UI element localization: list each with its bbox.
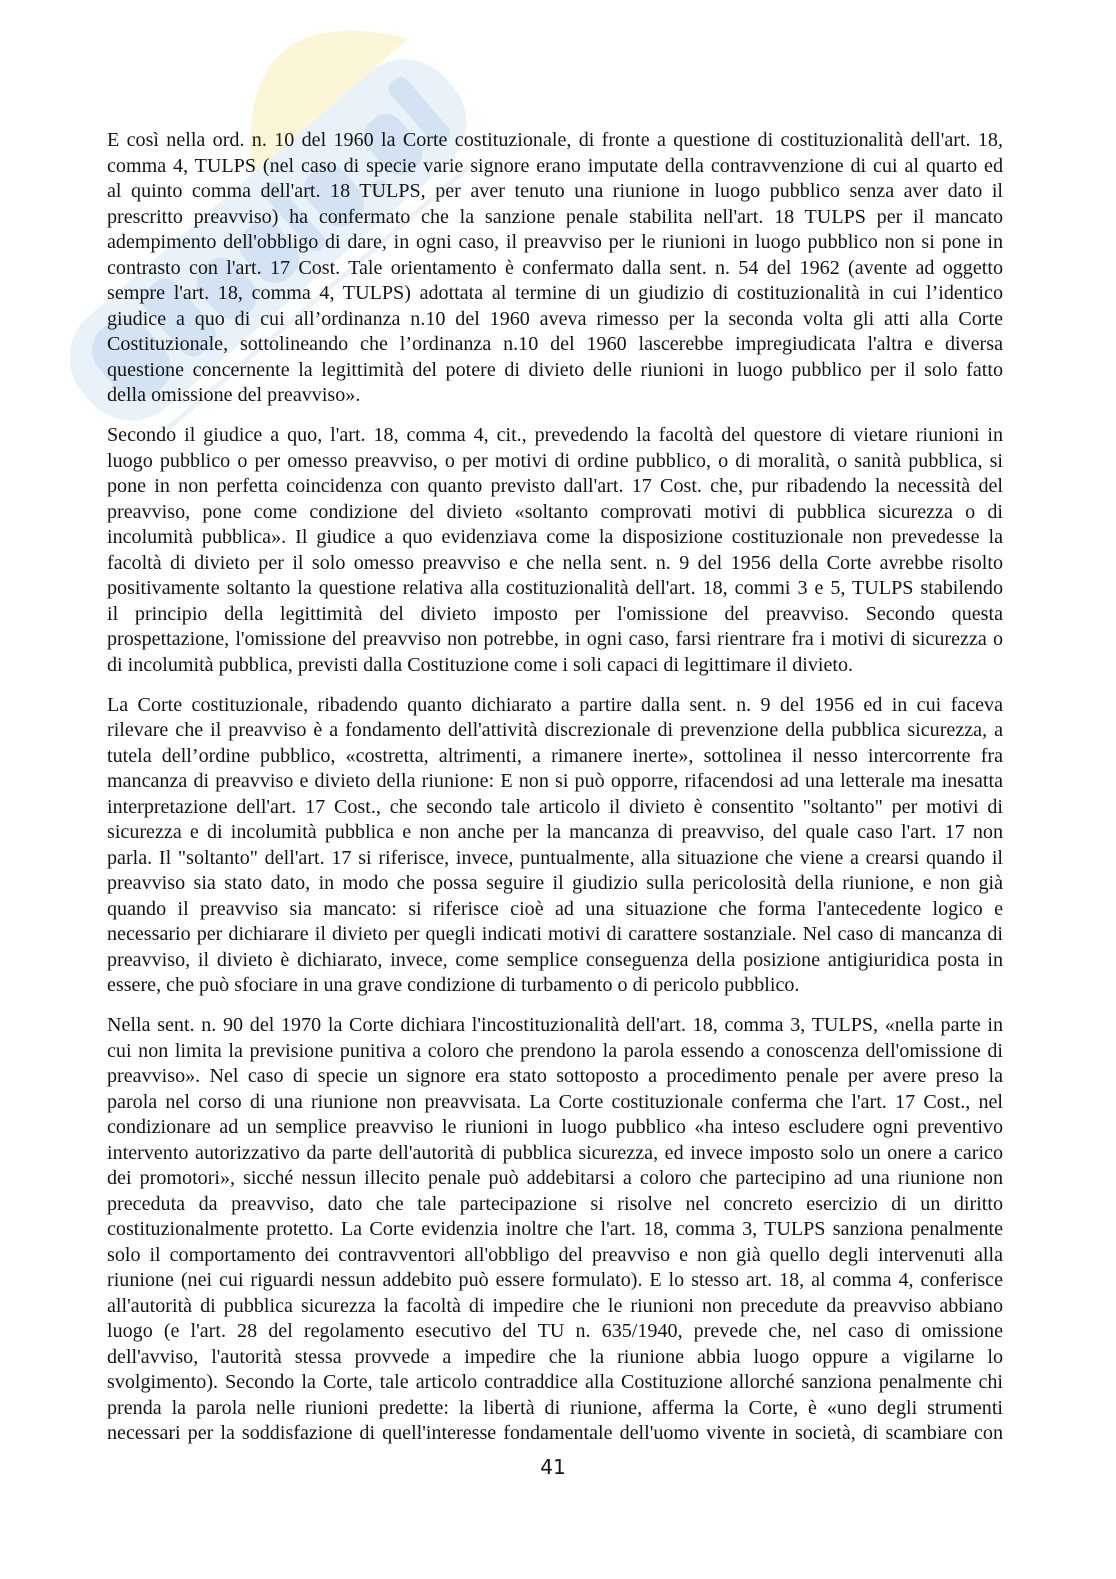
text-line: parla. Il "soltanto" dell'art. 17 si riferisce, invece, puntualmente, alla situazione che viene a crearsi quando il xyxy=(107,846,1003,869)
text-line: necessario per dichiarare il divieto per quegli indicati motivi di carattere sostanziale. Nel caso di mancanza di xyxy=(107,923,1003,945)
text-line: preceduta da preavviso, dato che tale partecipazione si risolve nel concreto esercizio di un diritto xyxy=(107,1192,1003,1215)
text-line: di incolumità pubblica, previsti dalla Costituzione come i soli capaci di legittimare il divieto. xyxy=(107,653,854,676)
text-line: interpretazione dell'art. 17 Cost., che secondo tale articolo il divieto è consentito "soltanto" per motivi di xyxy=(107,795,1003,818)
text-line: condizionare ad un semplice preavviso le riunioni in luogo pubblico «ha inteso escludere ogni preventivo xyxy=(107,1116,1003,1138)
text-line: tutela dell’ordine pubblico, «costretta, altrimenti, a rimanere inerte», sottolinea il nesso intercorrente fra xyxy=(107,744,1003,767)
text-line: costituzionalmente protetto. La Corte evidenzia inoltre che l'art. 18, comma 3, TULPS sanziona penalmente xyxy=(107,1218,1003,1240)
text-line: svolgimento). Secondo la Corte, tale articolo contraddice alla Costituzione allorché sanziona penalmente chi xyxy=(107,1371,1003,1393)
text-line: luogo pubblico o per omesso preavviso, o per motivi di ordine pubblico, o di moralità, o sanità pubblica, si xyxy=(107,449,1003,472)
text-line: prescritto preavviso) ha confermato che la sanzione penale stabilita nell'art. 18 TULPS per il mancato xyxy=(107,205,1003,228)
text-line: all'autorità di pubblica sicurezza la facoltà di impedire che le riunioni non precedute da preavviso abbiano xyxy=(107,1294,1003,1317)
text-line: quando il preavviso sia mancato: si riferisce cioè ad una situazione che forma l'antecedente logico e xyxy=(107,897,1003,920)
text-line: Secondo il giudice a quo, l'art. 18, comma 4, cit., prevedendo la facoltà del questore di vietare riunioni in xyxy=(107,424,1003,446)
text-line: necessari per la soddisfazione di quell'interesse fondamentale dell'uomo vivente in società, di scambiare con xyxy=(107,1422,1003,1444)
text-line: Costituzionale, sottolineando che l’ordinanza n.10 del 1960 lascerebbe impregiudicata l'altra e diversa xyxy=(107,333,1003,355)
text-line: cui non limita la previsione punitiva a coloro che prendono la parola essendo a conoscenza dell'omissione di xyxy=(107,1039,1003,1062)
text-line: contrasto con l'art. 17 Cost. Tale orientamento è confermato dalla sent. n. 54 del 1962 (avente ad oggetto xyxy=(107,256,1003,279)
text-line: rilevare che il preavviso è a fondamento dell'attività discrezionale di prevenzione della pubblica sicurezza, a xyxy=(107,719,1003,741)
paragraph xyxy=(107,423,1003,678)
text-line: sicurezza e di incolumità pubblica e non anche per la mancanza di preavviso, del quale caso l'art. 17 non xyxy=(107,821,1003,843)
text-line: prenda la parola nelle riunioni predette: la libertà di riunione, afferma la Corte, è «uno degli strumenti xyxy=(107,1396,1003,1419)
text-line: mancanza di preavviso e divieto della riunione: E non si può opporre, rifacendosi ad una letterale ma inesatta xyxy=(107,770,1003,792)
page-number: 41 xyxy=(540,1455,566,1479)
text-line: pone in non perfetta coincidenza con quanto previsto dall'art. 17 Cost. che, pur ribadendo la necessità del xyxy=(107,475,1003,497)
text-line: Nella sent. n. 90 del 1970 la Corte dichiara l'incostituzionalità dell'art. 18, comma 3, TULPS, «nella parte in xyxy=(107,1014,1003,1036)
text-line: luogo (e l'art. 28 del regolamento esecutivo del TU n. 635/1940, prevede che, nel caso di omissione xyxy=(107,1320,1003,1342)
text-line: preavviso sia stato dato, in modo che possa seguire il giudizio sulla pericolosità della riunione, e non già xyxy=(107,872,1003,894)
text-line: adempimento dell'obbligo di dare, in ogni caso, il preavviso per le riunioni in luogo pubblico non si pone in xyxy=(107,231,1003,253)
text-line: giudice a quo di cui all’ordinanza n.10 del 1960 aveva rimesso per la seconda volta gli atti alla Corte xyxy=(107,307,1003,330)
text-line: dei promotori», sicché nessun illecito penale può addebitarsi a coloro che partecipino ad una riunione non xyxy=(107,1167,1003,1189)
text-line: dell'avviso, l'autorità stessa provvede a impedire che la riunione abbia luogo oppure a vigilarne lo xyxy=(107,1345,1003,1368)
text-line: il principio della legittimità del divieto imposto per l'omissione del preavviso. Secondo questa xyxy=(107,602,1003,625)
text-line: questione concernente la legittimità del potere di divieto delle riunioni in luogo pubblico per il solo fatto xyxy=(107,358,1003,381)
text-line: riunione (nei cui riguardi nessun addebito può essere formulato). E lo stesso art. 18, al comma 4, conferisce xyxy=(107,1269,1003,1291)
text-line: essere, che può sfociare in una grave condizione di turbamento o di pericolo pubblico. xyxy=(107,974,800,996)
text-line: intervento autorizzativo da parte dell'autorità di pubblica sicurezza, ed invece imposto solo un onere a carico xyxy=(107,1141,1003,1164)
paragraph xyxy=(107,1013,1003,1447)
document-body xyxy=(107,128,1003,1461)
text-line: preavviso». Nel caso di specie un signore era stato sottoposto a procedimento penale per avere preso la xyxy=(107,1065,1003,1087)
text-line: parola nel corso di una riunione non preavvisata. La Corte costituzionale conferma che l'art. 17 Cost., nel xyxy=(107,1090,1003,1113)
text-line: La Corte costituzionale, ribadendo quanto dichiarato a partire dalla sent. n. 9 del 1956 ed in cui faceva xyxy=(107,693,1003,716)
text-line: preavviso, il divieto è dichiarato, invece, come semplice conseguenza della posizione antigiuridica posta in xyxy=(107,948,1003,971)
text-line: facoltà di divieto per il solo omesso preavviso e che nella sent. n. 9 del 1956 della Corte avrebbe risolto xyxy=(107,551,1003,574)
text-line: al quinto comma dell'art. 18 TULPS, per aver tenuto una riunione in luogo pubblico senza aver dato il xyxy=(107,180,1003,202)
text-line: preavviso, pone come condizione del divieto «soltanto comprovati motivi di pubblica sicurezza o di xyxy=(107,500,1003,523)
text-line: E così nella ord. n. 10 del 1960 la Corte costituzionale, di fronte a questione di costituzionalità dell'art. 18, xyxy=(107,129,1003,151)
paragraph xyxy=(107,128,1003,409)
text-line: solo il comportamento dei contravventori all'obbligo del preavviso e non già quello degli intervenuti alla xyxy=(107,1243,1003,1266)
text-line: della omissione del preavviso». xyxy=(107,384,361,406)
text-line: sempre l'art. 18, comma 4, TULPS) adottata al termine di un giudizio di costituzionalità in cui l’identico xyxy=(107,282,1003,304)
text-line: prospettazione, l'omissione del preavviso non potrebbe, in ogni caso, farsi rientrare fra i motivi di sicurezza o xyxy=(107,628,1003,650)
text-line: comma 4, TULPS (nel caso di specie varie signore erano imputate della contravvenzione di cui al quarto ed xyxy=(107,154,1003,177)
text-line: positivamente soltanto la questione relativa alla costituzionalità dell'art. 18, commi 3 e 5, TULPS stabilendo xyxy=(107,577,1003,599)
paragraph xyxy=(107,693,1003,999)
text-line: incolumità pubblica». Il giudice a quo evidenziava come la disposizione costituzionale non prevedesse la xyxy=(107,526,1003,548)
